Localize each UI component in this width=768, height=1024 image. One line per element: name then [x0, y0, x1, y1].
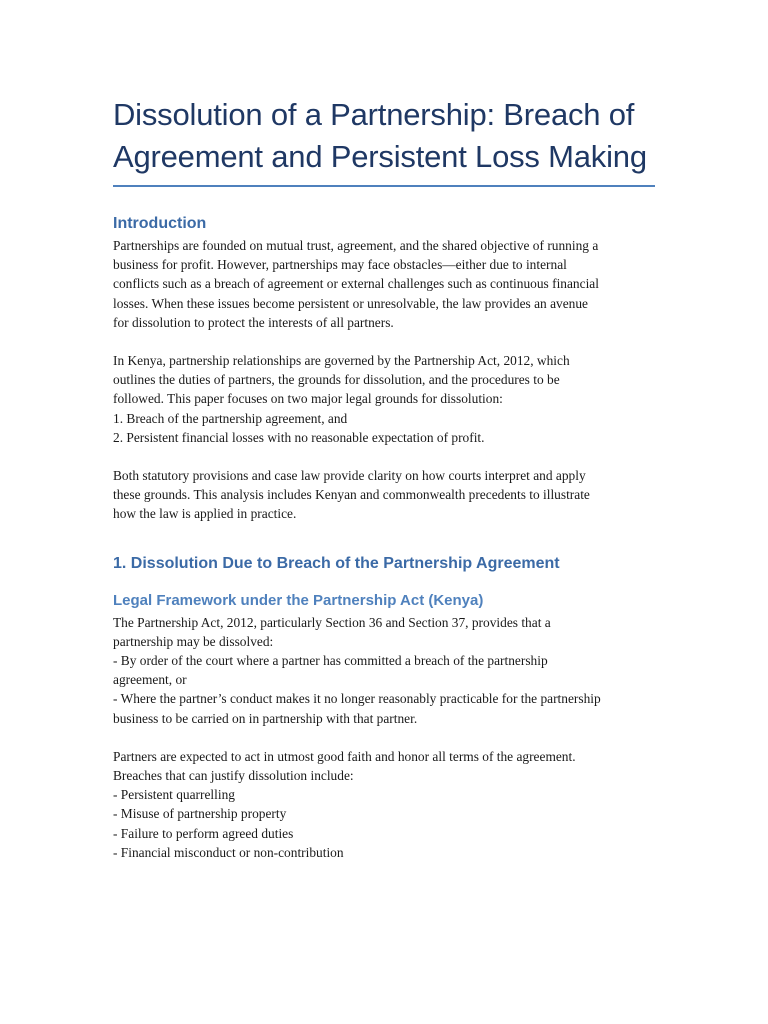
list-item: - Failure to perform agreed duties [113, 825, 294, 841]
section-1-paragraph-1 [113, 613, 655, 728]
list-item: - Persistent quarrelling [113, 787, 235, 803]
text-line: these grounds. This analysis includes Kenyan and commonwealth precedents to illustrate [113, 487, 590, 503]
text-line: conflicts such as a breach of agreement or external challenges such as continuous financial [113, 276, 599, 292]
text-line: losses. When these issues become persistent or unresolvable, the law provides an avenue [113, 295, 588, 311]
section-1-heading: 1. Dissolution Due to Breach of the Partnership Agreement [113, 554, 560, 572]
list-item: - Financial misconduct or non-contribution [113, 844, 344, 860]
text-line: The Partnership Act, 2012, particularly Section 36 and Section 37, provides that a [113, 614, 551, 630]
text-line: Partnerships are founded on mutual trust, agreement, and the shared objective of running a [113, 238, 599, 253]
text-line: agreement, or [113, 672, 187, 688]
introduction-heading: Introduction [113, 215, 207, 232]
list-item: - Where the partner’s conduct makes it no longer reasonably practicable for the partnership [113, 691, 601, 707]
section-1-paragraph-2 [113, 747, 655, 862]
text-line: Breaches that can justify dissolution include: [113, 768, 354, 784]
text-line: Both statutory provisions and case law provide clarity on how courts interpret and apply [113, 468, 586, 484]
list-item: 2. Persistent financial losses with no reasonable expectation of profit. [113, 429, 485, 445]
text-line: business for profit. However, partnerships may face obstacles—either due to internal [113, 257, 567, 273]
text-line: outlines the duties of partners, the grounds for dissolution, and the procedures to be [113, 372, 560, 388]
text-line: partnership may be dissolved: [113, 633, 274, 649]
intro-paragraph-1 [113, 236, 655, 332]
page-title: Dissolution of a Partnership: Breach of Agreement and Persistent Loss Making [113, 94, 655, 187]
intro-paragraph-3 [113, 466, 655, 524]
paragraph-gap [113, 447, 655, 466]
paragraph-gap [113, 332, 655, 351]
list-item: - Misuse of partnership property [113, 806, 287, 822]
text-line: how the law is applied in practice. [113, 506, 297, 522]
text-line: business to be carried on in partnership with that partner. [113, 710, 418, 726]
text-line: for dissolution to protect the interests of all partners. [113, 314, 394, 330]
paragraph-gap [113, 728, 655, 747]
legal-framework-subheading: Legal Framework under the Partnership Act (Kenya) [113, 591, 484, 609]
list-item: - By order of the court where a partner has committed a breach of the partnership [113, 653, 548, 669]
intro-paragraph-2 [113, 351, 655, 447]
text-line: In Kenya, partnership relationships are governed by the Partnership Act, 2012, which [113, 353, 570, 369]
text-line: Partners are expected to act in utmost good faith and honor all terms of the agreement. [113, 748, 576, 764]
text-line: followed. This paper focuses on two major legal grounds for dissolution: [113, 391, 503, 407]
list-item: 1. Breach of the partnership agreement, and [113, 410, 348, 426]
